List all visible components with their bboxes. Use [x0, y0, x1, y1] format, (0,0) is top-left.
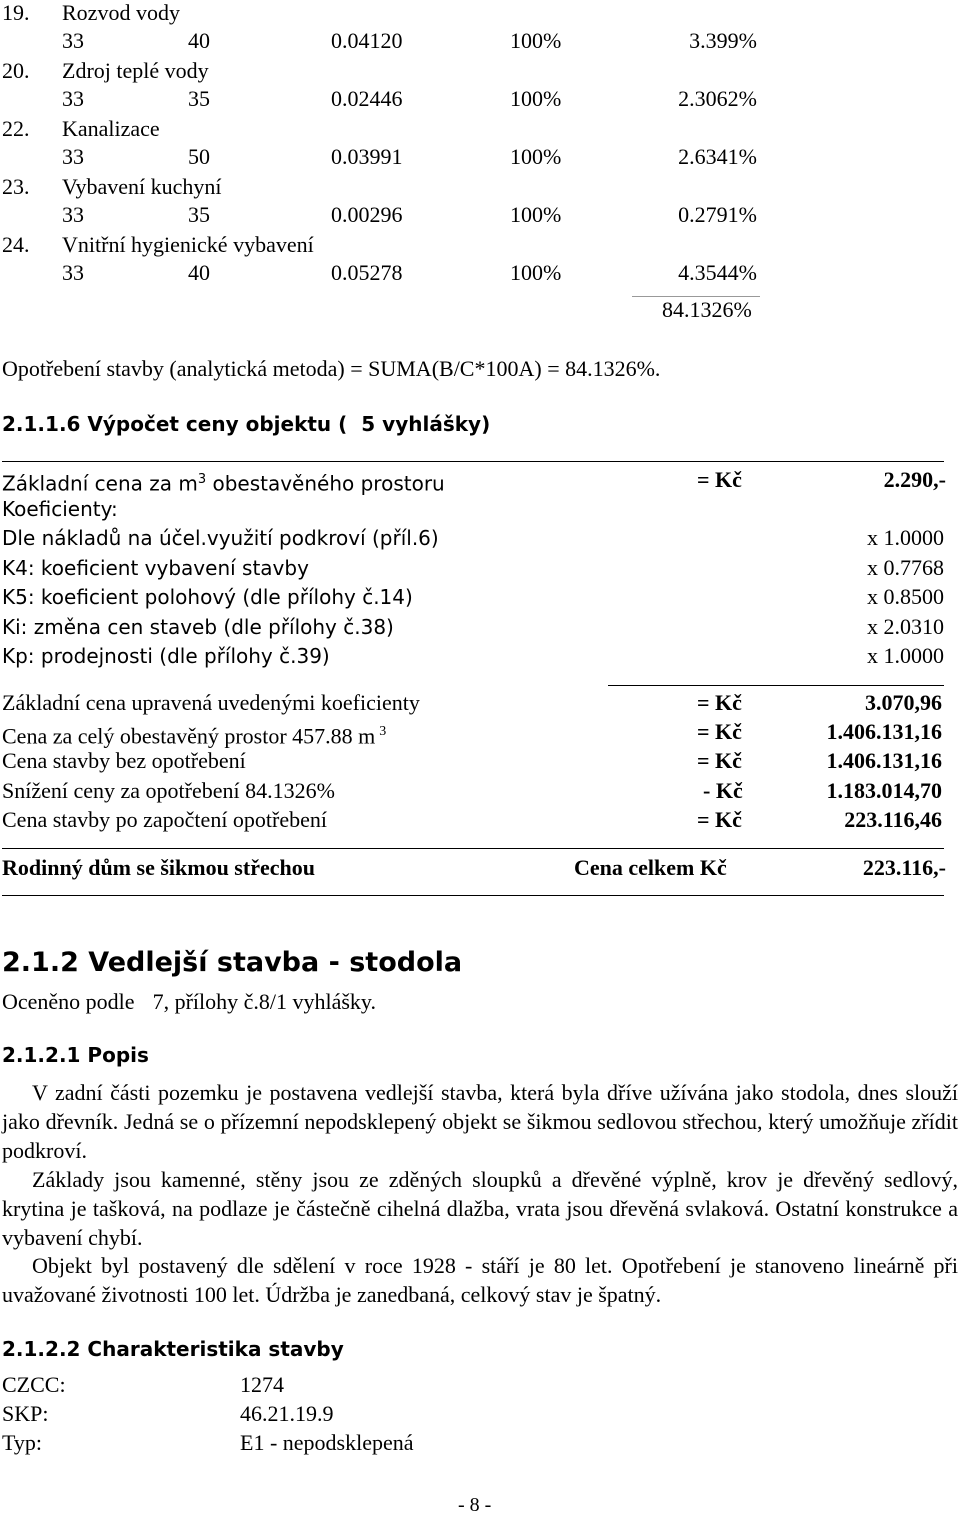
item-col-d: 100%	[510, 202, 562, 227]
items-total: 84.1326%	[662, 297, 752, 322]
popis-paragraph: Základy jsou kamenné, stěny jsou ze zděných sloupků a dřevěné výplně, krov je dřevěný sedlový, krytina je tašková, na podlaze je částečně cihelná dlažba, vrata jsou dřevěná svlaková. Ostatní konstrukce a vybavení chybí.	[2, 1167, 958, 1250]
calc-operator: - Kč	[703, 777, 743, 803]
item-number: 23.	[2, 174, 30, 199]
calc-value: 1.406.131,16	[826, 748, 942, 774]
price-top-rule	[2, 461, 944, 462]
item-col-a: 33	[62, 86, 84, 111]
opotrebeni-line: Opotřebení stavby (analytická metoda) = SUMA(B/C*100A) = 84.1326%.	[2, 356, 661, 381]
section-2116-heading	[2, 411, 490, 437]
calc-label-text: Cena stavby po započtení opotřebení	[2, 806, 328, 832]
item-col-b: 40	[188, 28, 210, 53]
coefficient-label: K4: koeficient vybavení stavby	[2, 555, 309, 580]
base-price-text-end: obestavěného prostoru	[206, 471, 445, 496]
item-number: 22.	[2, 116, 30, 141]
item-col-a: 33	[62, 202, 84, 227]
char-value: E1 - nepodsklepená	[240, 1430, 414, 1455]
subtitle-text: Oceněno podle	[2, 989, 135, 1014]
total-bottom-rule	[2, 895, 944, 896]
base-price-value: 2.290,-	[883, 467, 946, 492]
calc-label	[2, 748, 246, 774]
item-col-d: 100%	[510, 86, 562, 111]
item-col-a: 33	[62, 260, 84, 285]
coefficient-label: Kp: prodejnosti (dle přílohy č.39)	[2, 644, 330, 668]
section-2116-text: 2.1.1.6 Výpočet ceny objektu (	[2, 412, 348, 436]
item-col-e: 3.399%	[689, 28, 757, 53]
item-name: Vybavení kuchyní	[62, 174, 222, 199]
char-key: Typ:	[2, 1430, 43, 1455]
calc-operator: = Kč	[697, 806, 742, 832]
section-212-heading: 2.1.2 Vedlejší stavba - stodola	[2, 947, 463, 978]
calc-label	[2, 807, 327, 833]
item-col-e: 2.6341%	[678, 144, 757, 169]
coefficient-value: x 0.8500	[867, 584, 944, 609]
item-col-a: 33	[62, 144, 84, 169]
item-col-c: 0.03991	[331, 144, 403, 169]
calc-label	[2, 690, 420, 716]
item-col-d: 100%	[510, 144, 562, 169]
page-number: - 8 -	[458, 1494, 492, 1516]
calc-label	[2, 719, 386, 749]
item-col-c: 0.04120	[331, 28, 403, 53]
charakteristika-heading: 2.1.2.2 Charakteristika stavby	[2, 1337, 344, 1361]
calc-label-text: Cena za celý obestavěný prostor 457.88 m	[2, 723, 376, 749]
calc-label-text: Cena stavby bez opotřebení	[2, 748, 246, 774]
total-mid: Cena celkem Kč	[574, 855, 727, 880]
item-col-e: 4.3544%	[678, 260, 757, 285]
base-price-op: = Kč	[697, 467, 742, 492]
section-212-subtitle	[2, 989, 376, 1015]
calc-value: 3.070,96	[865, 690, 942, 715]
item-name: Rozvod vody	[62, 0, 180, 25]
coefficient-value: x 2.0310	[867, 613, 944, 639]
char-value: 1274	[240, 1372, 284, 1397]
item-number: 19.	[2, 0, 30, 25]
item-name: Vnitřní hygienické vybavení	[62, 232, 314, 257]
item-col-c: 0.02446	[331, 86, 403, 111]
superscript: 3	[197, 472, 207, 487]
item-col-c: 0.05278	[331, 260, 403, 285]
coefficient-value: x 1.0000	[867, 643, 944, 668]
total-label: Rodinný dům se šikmou střechou	[2, 855, 315, 880]
calc-value: 1.183.014,70	[826, 777, 942, 803]
item-col-b: 50	[188, 144, 210, 169]
calc-label	[2, 778, 335, 804]
total-top-rule	[2, 848, 944, 849]
item-number: 20.	[2, 58, 30, 83]
popis-paragraph: Objekt byl postavený dle sdělení v roce 1928 - stáří je 80 let. Opotřebení je stanoveno lineárně při uvažované životnosti 100 let. Údržba je zanedbaná, celkový stav je špatný.	[2, 1253, 958, 1307]
coefficient-value: x 1.0000	[867, 525, 944, 550]
item-col-c: 0.00296	[331, 202, 403, 227]
calc-value: 1.406.131,16	[826, 719, 942, 745]
popis-heading: 2.1.2.1 Popis	[2, 1043, 149, 1067]
item-name: Zdroj teplé vody	[62, 58, 209, 83]
calc-value: 223.116,46	[844, 806, 942, 832]
item-col-e: 2.3062%	[678, 86, 757, 111]
item-col-a: 33	[62, 28, 84, 53]
section-2116-text-end: 5 vyhlášky)	[361, 412, 491, 436]
item-col-b: 35	[188, 86, 210, 111]
item-col-d: 100%	[510, 28, 562, 53]
item-number: 24.	[2, 232, 30, 257]
coefficient-label: Dle nákladů na účel.využití podkroví (příl.6)	[2, 526, 439, 550]
item-col-d: 100%	[510, 260, 562, 285]
calc-operator: = Kč	[697, 719, 742, 745]
calc-label-text: Základní cena upravená uvedenými koeficienty	[2, 690, 420, 715]
calc-operator: = Kč	[697, 748, 742, 774]
char-key: SKP:	[2, 1401, 49, 1426]
total-value: 223.116,-	[862, 855, 946, 880]
superscript: 3	[379, 724, 387, 740]
coefficient-value: x 0.7768	[867, 554, 944, 580]
coefficient-label: K5: koeficient polohový (dle přílohy č.14)	[2, 585, 413, 609]
item-name: Kanalizace	[62, 116, 160, 141]
base-price-label	[2, 467, 445, 497]
item-col-b: 40	[188, 260, 210, 285]
char-key: CZCC:	[2, 1372, 66, 1397]
base-price-text: Základní cena za m	[2, 471, 198, 496]
char-value: 46.21.19.9	[240, 1401, 334, 1426]
popis-paragraph: V zadní části pozemku je postavena vedlejší stavba, která byla dříve užívána jako stodola, dnes slouží jako dřevník. Jedná se o přízemní nepodsklepený objekt se šikmou sedlovou střechou, který umožňuje zřídit podkroví.	[2, 1080, 958, 1163]
calc-label-text: Snížení ceny za opotřebení 84.1326%	[2, 777, 335, 803]
item-col-e: 0.2791%	[678, 202, 757, 227]
koeficienty-heading: Koeficienty:	[2, 497, 118, 521]
coefficient-label: Ki: změna cen staveb (dle přílohy č.38)	[2, 614, 394, 639]
calc-operator: = Kč	[697, 690, 742, 715]
item-col-b: 35	[188, 202, 210, 227]
coef-sum-rule	[608, 685, 944, 686]
subtitle-text-end: 7, přílohy č.8/1 vyhlášky.	[152, 989, 376, 1014]
